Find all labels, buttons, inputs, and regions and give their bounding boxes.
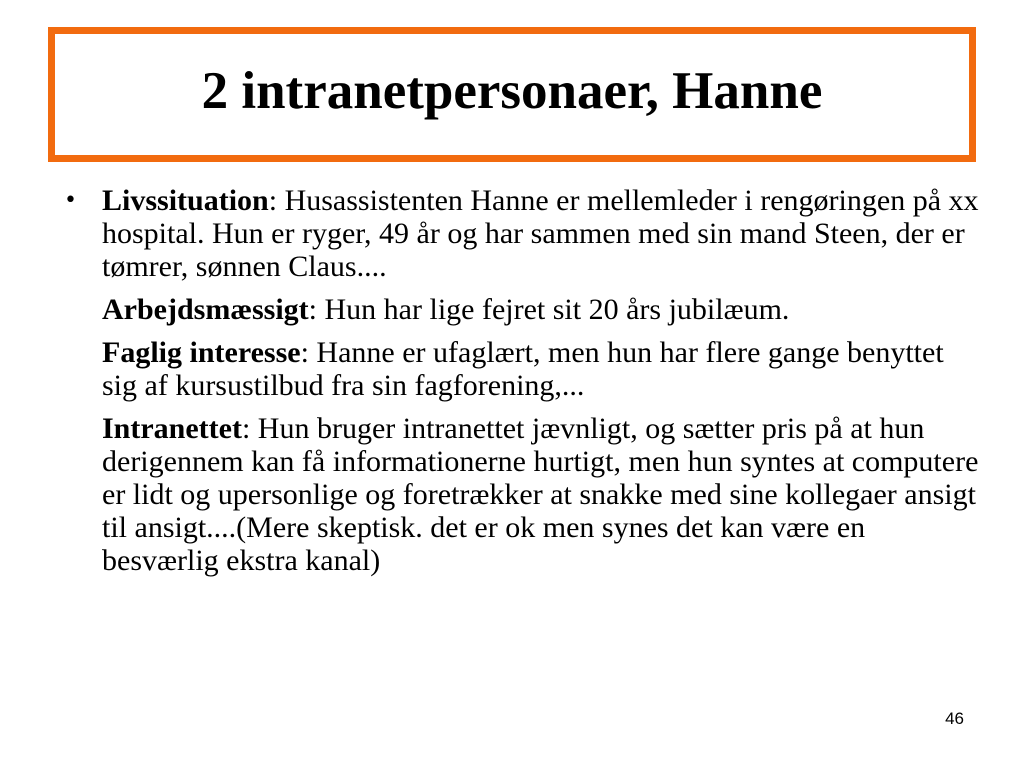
- text-faglig-interesse: Hanne er ufaglært, men hun har flere gange benyttet sig af kursustilbud fra sin fagforening,...: [102, 336, 944, 402]
- term-faglig-interesse: Faglig interesse: [102, 336, 301, 369]
- title-frame: [48, 27, 976, 162]
- paragraph-faglig-interesse: [102, 336, 982, 402]
- term-livssituation: Livssituation: [102, 184, 269, 217]
- paragraph-arbejdsmaessigt: [102, 293, 982, 326]
- bullet-icon: •: [64, 188, 77, 213]
- paragraph-livssituation: [64, 184, 982, 283]
- paragraph-intranettet: [102, 412, 982, 577]
- term-intranettet: Intranettet: [102, 412, 242, 445]
- slide-body: [64, 184, 982, 587]
- text-intranettet: Hun bruger intranettet jævnligt, og sætter pris på at hun derigennem kan få informationerne hurtigt, men hun syntes at computere er lidt og upersonlige og foretrækker at snakke med sine kollegaer ansigt til ansigt....(Mere skeptisk. det er ok men synes det kan være en besværlig ekstra kanal): [102, 412, 979, 577]
- separator: :: [241, 412, 251, 445]
- separator: :: [308, 293, 318, 326]
- term-arbejdsmaessigt: Arbejdsmæssigt: [102, 293, 309, 326]
- text-livssituation: Husassistenten Hanne er mellemleder i rengøringen på xx hospital. Hun er ryger, 49 år og har sammen med sin mand Steen, der er tømrer, sønnen Claus....: [102, 184, 979, 283]
- separator: :: [300, 336, 309, 369]
- text-arbejdsmaessigt: Hun har lige fejret sit 20 års jubilæum.: [317, 293, 790, 326]
- separator: :: [268, 184, 278, 217]
- slide-title: 2 intranetpersonaer, Hanne: [201, 62, 823, 120]
- page-number: 46: [945, 709, 964, 728]
